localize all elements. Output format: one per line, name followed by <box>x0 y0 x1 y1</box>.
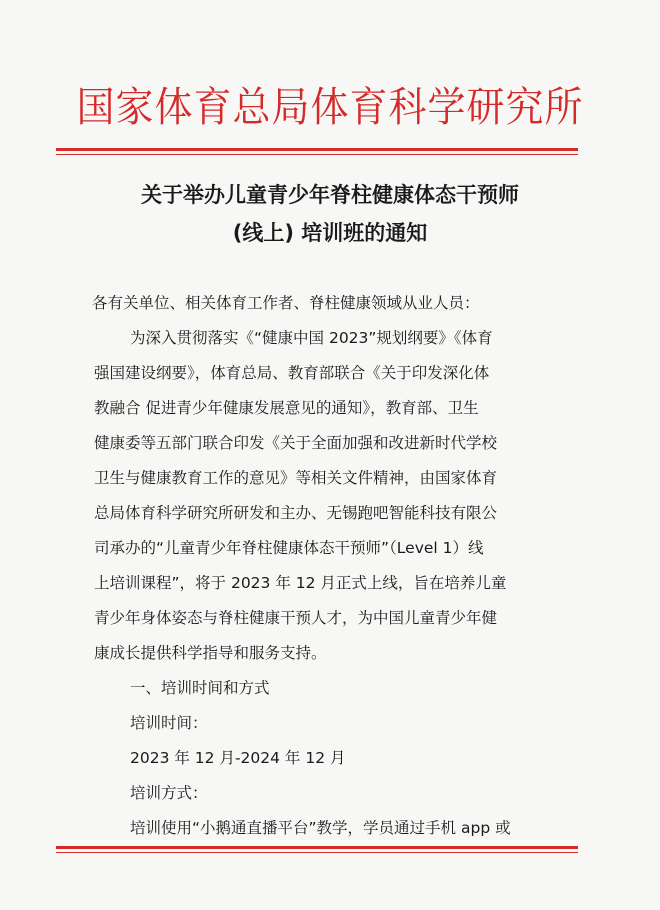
training-time-value: 2023 年 12 月-2024 年 12 月 <box>130 749 346 767</box>
paragraph-line: 健康委等五部门联合印发《关于全面加强和改进新时代学校 <box>94 434 498 452</box>
paragraph-line: 司承办的“儿童青少年脊柱健康体态干预师”（Level 1）线 <box>94 539 484 557</box>
footer-rule-thin <box>56 852 578 853</box>
document-title-line-2: (线上) 培训班的通知 <box>232 221 428 245</box>
section-heading: 一、培训时间和方式 <box>130 679 270 697</box>
training-time-label: 培训时间： <box>130 714 208 732</box>
letterhead-rule-thin <box>56 154 578 155</box>
paragraph-line: 教融合 促进青少年健康发展意见的通知》，教育部、卫生 <box>94 399 479 417</box>
letterhead-rule-thick <box>56 148 578 151</box>
document-body <box>94 286 560 846</box>
paragraph-line: 卫生与健康教育工作的意见》等相关文件精神，由国家体育 <box>94 469 498 487</box>
training-method-value: 培训使用“小鹅通直播平台”教学，学员通过手机 app 或 <box>130 819 511 837</box>
paragraph-line: 康成长提供科学指导和服务支持。 <box>94 644 327 662</box>
letterhead-org-name: 国家体育总局体育科学研究所 <box>76 83 584 131</box>
document-title-line-1: 关于举办儿童青少年脊柱健康体态干预师 <box>141 183 519 207</box>
paragraph-line: 强国建设纲要》，体育总局、教育部联合《关于印发深化体 <box>94 364 490 382</box>
paragraph-line: 为深入贯彻落实《“健康中国 2023”规划纲要》《体育 <box>130 329 493 347</box>
salutation: 各有关单位、相关体育工作者、脊柱健康领域从业人员： <box>92 294 480 312</box>
paragraph-line: 总局体育科学研究所研发和主办、无锡跑吧智能科技有限公 <box>94 504 498 522</box>
footer-rule-thick <box>56 846 578 849</box>
paragraph-line: 上培训课程”，将于 2023 年 12 月正式上线，旨在培养儿童 <box>94 574 507 592</box>
paragraph-line: 青少年身体姿态与脊柱健康干预人才，为中国儿童青少年健 <box>94 609 498 627</box>
training-method-label: 培训方式： <box>130 784 208 802</box>
